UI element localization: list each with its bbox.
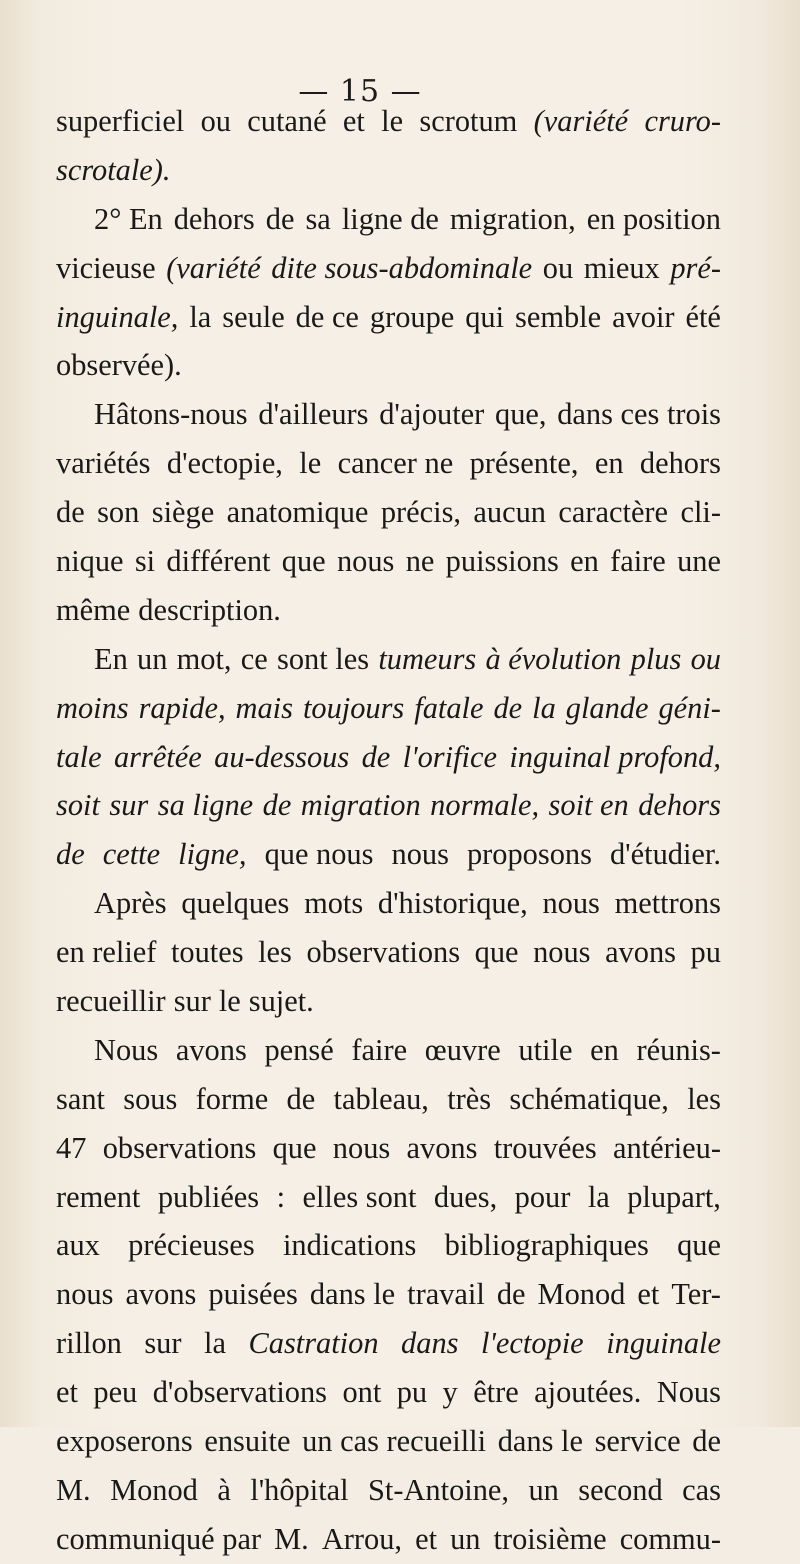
- text-line-27: et peu d'observations ont pu y être ajoutées. Nous: [56, 1375, 721, 1410]
- text-line-12: En un mot, ce sont les tumeurs à évolution plus ou: [94, 641, 721, 676]
- page-number: — 15 —: [298, 74, 422, 109]
- text-line-17: Après quelques mots d'historique, nous mettrons: [94, 886, 721, 921]
- text-line-25: nous avons puisées dans le travail de Monod et Ter-: [56, 1277, 721, 1312]
- text-line-9: de son siège anatomique précis, aucun caractère cli-: [56, 495, 721, 530]
- body-text: [56, 97, 721, 1564]
- text-line-29: M. Monod à l'hôpital St-Antoine, un second cas: [56, 1472, 721, 1507]
- text-line-22: 47 observations que nous avons trouvées antérieu-: [56, 1130, 721, 1165]
- text-line-23: rement publiées : elles sont dues, pour la plupart,: [56, 1179, 721, 1214]
- text-line-2: scrotale).: [56, 152, 171, 187]
- text-line-3: 2° En dehors de sa ligne de migration, en position: [94, 201, 721, 236]
- text-line-21: sant sous forme de tableau, très schématique, les: [56, 1081, 721, 1116]
- text-line-4: vicieuse (variété dite sous-abdominale ou mieux pré-: [56, 250, 721, 285]
- text-line-19: recueillir sur le sujet.: [56, 984, 314, 1019]
- text-line-7: Hâtons-nous d'ailleurs d'ajouter que, dans ces trois: [94, 397, 721, 432]
- text-line-14: tale arrêtée au-dessous de l'orifice inguinal profond,: [56, 739, 721, 774]
- text-line-13: moins rapide, mais toujours fatale de la glande géni-: [56, 690, 721, 725]
- text-line-10: nique si différent que nous ne puissions en faire une: [56, 544, 721, 579]
- text-line-1: superficiel ou cutané et le scrotum (variété cruro-: [56, 104, 721, 138]
- text-line-6: observée).: [56, 348, 182, 383]
- text-line-26: rillon sur la Castration dans l'ectopie inguinale: [56, 1326, 721, 1361]
- text-line-18: en relief toutes les observations que nous avons pu: [56, 935, 721, 970]
- text-line-5: inguinale, la seule de ce groupe qui semble avoir été: [56, 299, 721, 334]
- text-line-15: soit sur sa ligne de migration normale, soit en dehors: [56, 788, 721, 823]
- text-line-20: Nous avons pensé faire œuvre utile en réunis-: [94, 1032, 721, 1067]
- text-line-30: communiqué par M. Arrou, et un troisième commu-: [56, 1521, 721, 1556]
- text-line-8: variétés d'ectopie, le cancer ne présente, en dehors: [56, 446, 721, 481]
- text-line-24: aux précieuses indications bibliographiques que: [56, 1228, 721, 1263]
- text-line-28: exposerons ensuite un cas recueilli dans le service de: [56, 1424, 721, 1459]
- text-line-11: même description.: [56, 592, 281, 627]
- text-line-16: de cette ligne, que nous nous proposons d'étudier.: [56, 837, 721, 872]
